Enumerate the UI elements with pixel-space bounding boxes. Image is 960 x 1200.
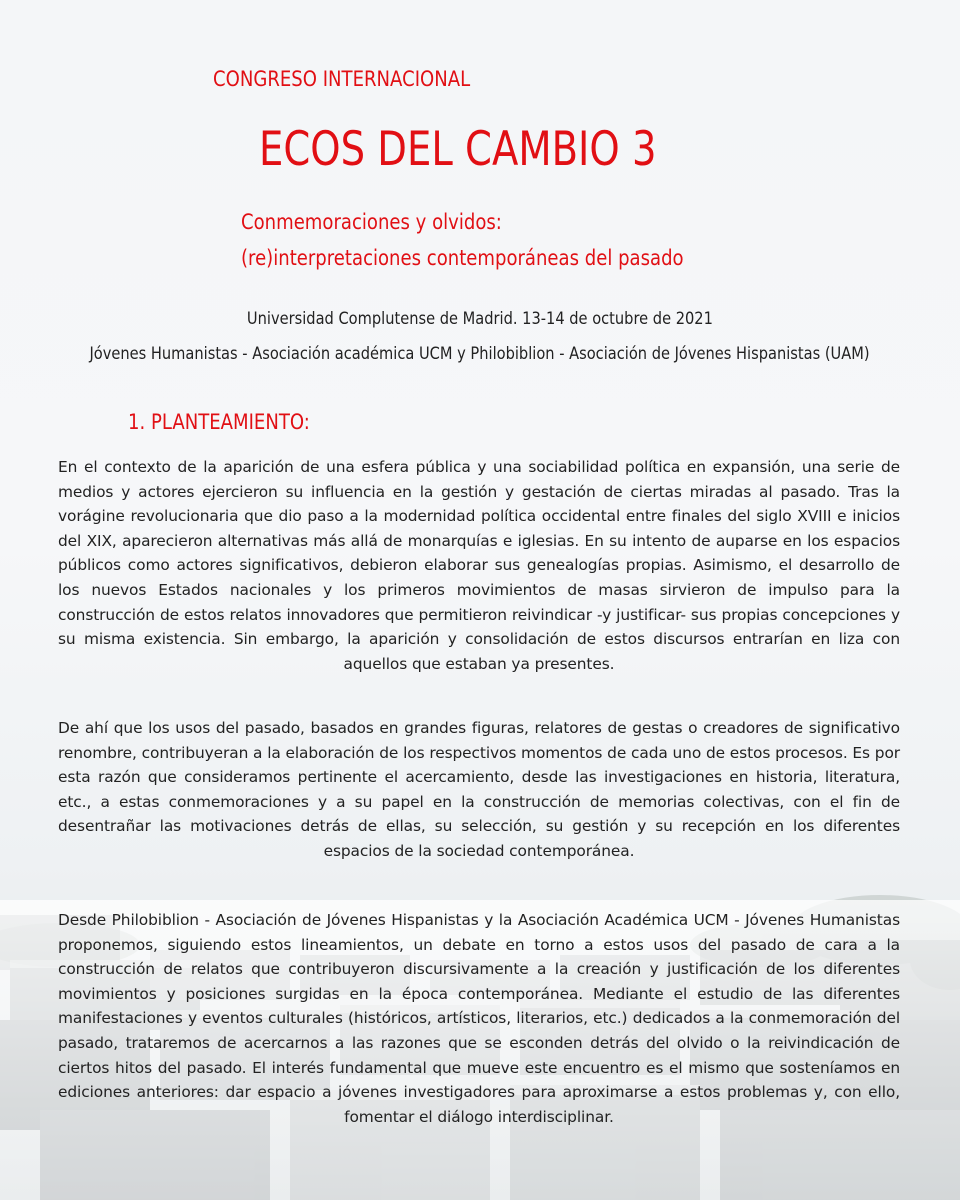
paragraph-2: De ahí que los usos del pasado, basados en grandes figuras, relatores de gestas o creadores de significativo renombre, contribuyeran a la elaboración de los respectivos momentos de cada uno de estos procesos. Es por esta razón que consideramos pertinente el acercamiento, desde las investigaciones en historia, literatura, etc., a estas conmemoraciones y a su papel en la construcción de memorias colectivas, con el fin de desentrañar las motivaciones detrás de ellas, su selección, su gestión y su recepción en los diferentes espacios de la sociedad contemporánea. — [58, 719, 900, 860]
event-subtitle — [241, 204, 684, 276]
subtitle-line-1: Conmemoraciones y olvidos: — [241, 210, 502, 234]
paragraph-1: En el contexto de la aparición de una esfera pública y una sociabilidad política en expansión, una serie de medios y actores ejercieron su influencia en la gestión y gestación de ciertas miradas al pasado. Tras la vorágine revolucionaria que dio paso a la modernidad política occidental entre finales del siglo XVIII e inicios del XIX, aparecieron alternativas más allá de monarquías e iglesias. En su intento de auparse en los espacios públicos como actores significativos, debieron elaborar sus genealogías propias. Asimismo, el desarrollo de los nuevos Estados nacionales y los primeros movimientos de masas sirvieron de impulso para la construcción de estos relatos innovadores que permitieron reivindicar -y justificar- sus propias concepciones y su misma existencia. Sin embargo, la aparición y consolidación de estos discursos entrarían en liza con aquellos que estaban ya presentes. — [58, 458, 900, 673]
event-title: ECOS DEL CAMBIO 3 — [259, 122, 657, 177]
venue-date: Universidad Complutense de Madrid. 13-14 de octubre de 2021 — [247, 309, 713, 329]
congress-kicker: CONGRESO INTERNACIONAL — [213, 67, 471, 91]
section-heading: 1. PLANTEAMIENTO: — [128, 410, 310, 434]
organizers: Jóvenes Humanistas - Asociación académica UCM y Philobiblion - Asociación de Jóvenes Hispanistas (UAM) — [89, 344, 871, 364]
paragraph-3: Desde Philobiblion - Asociación de Jóvenes Hispanistas y la Asociación Académica UCM - Jóvenes Humanistas proponemos, siguiendo estos lineamientos, un debate en torno a estos usos del pasado de cara a la construcción de relatos que contribuyeron discursivamente a la creación y justificación de los diferentes movimientos y posiciones surgidas en la época contemporánea. Mediante el estudio de las diferentes manifestaciones y eventos culturales (históricos, artísticos, literarios, etc.) dedicados a la conmemoración del pasado, trataremos de acercarnos a las razones que se esconden detrás del olvido o la reivindicación de ciertos hitos del pasado. El interés fundamental que mueve este encuentro es el mismo que sosteníamos en ediciones anteriores: dar espacio a jóvenes investigadores para aproximarse a estos problemas y, con ello, fomentar el diálogo interdisciplinar. — [58, 911, 900, 1126]
subtitle-line-2: (re)interpretaciones contemporáneas del pasado — [241, 246, 684, 270]
